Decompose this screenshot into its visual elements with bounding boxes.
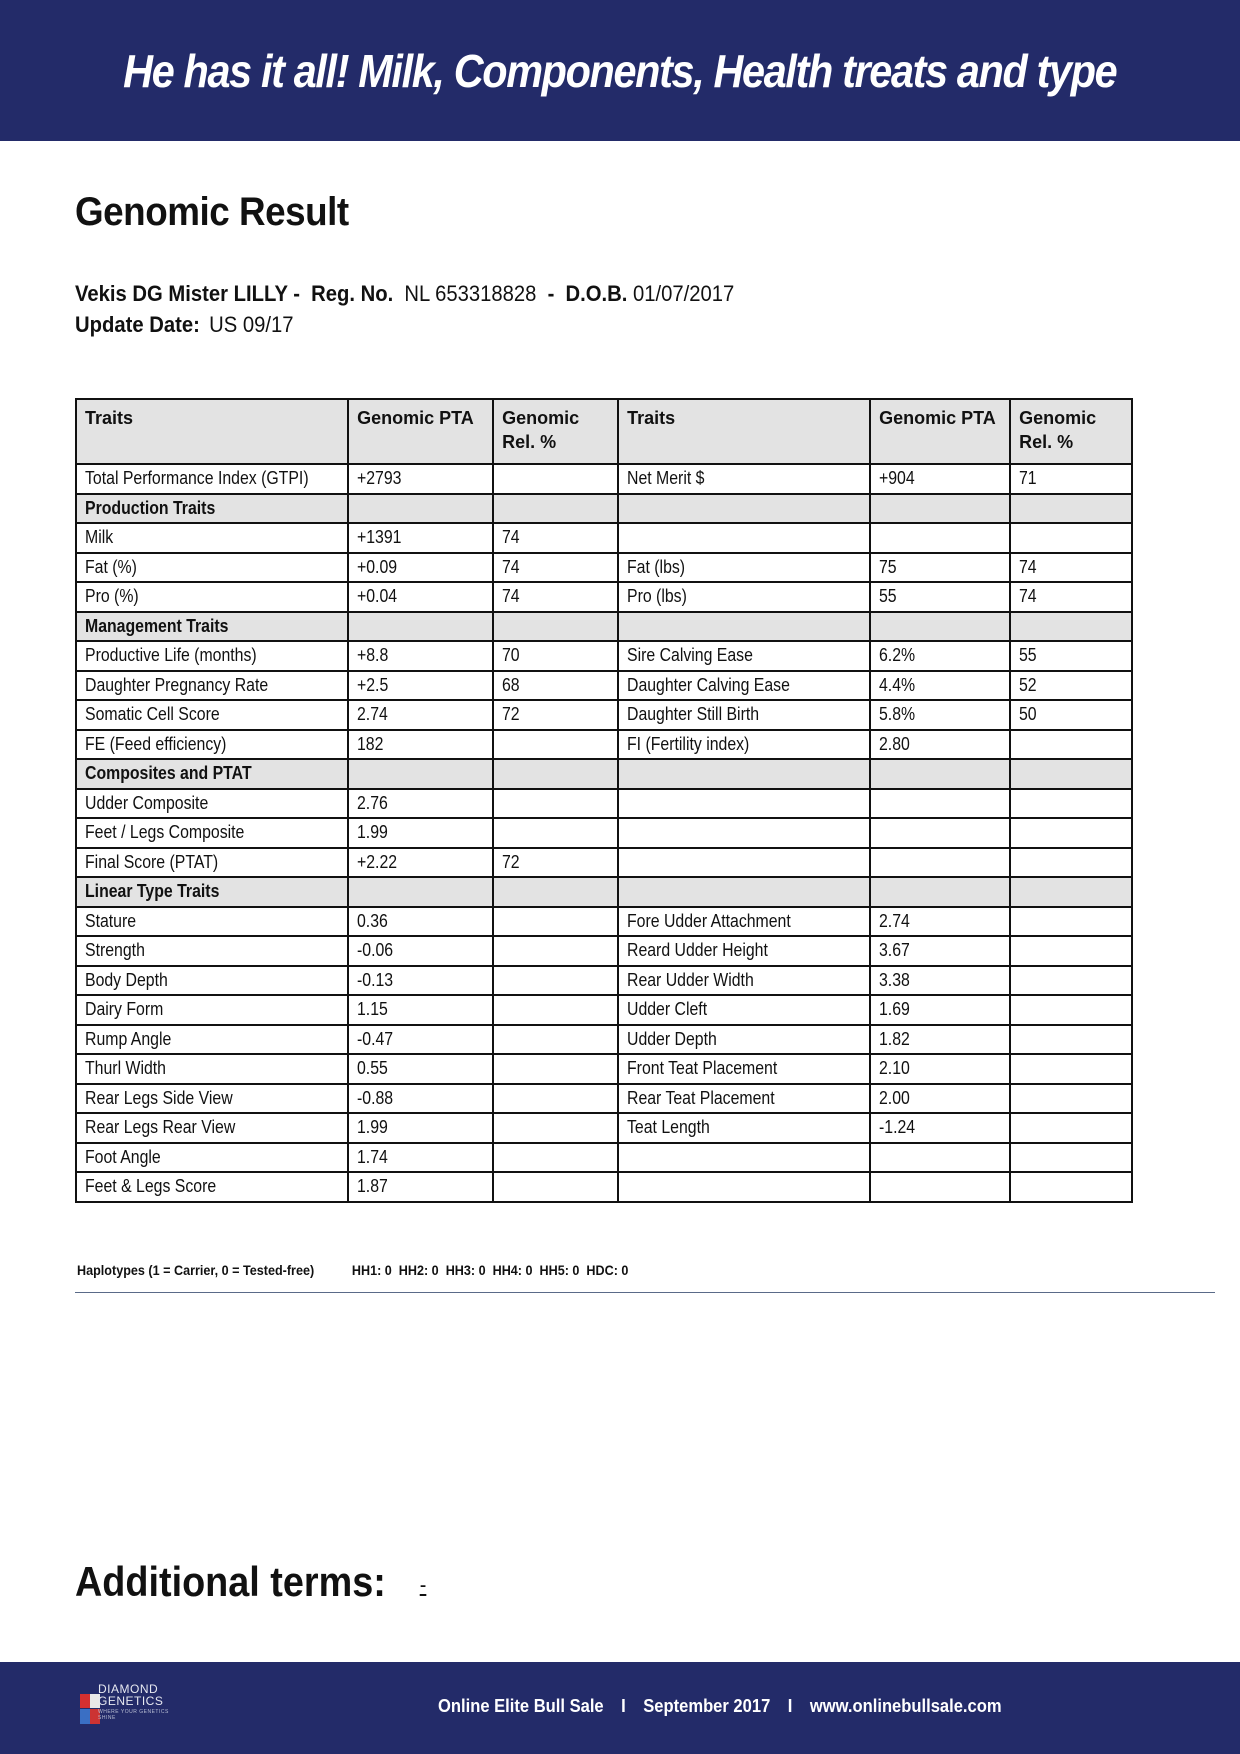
table-cell	[493, 730, 618, 760]
table-cell	[1010, 1172, 1132, 1202]
update-value: US 09/17	[209, 312, 294, 337]
table-cell	[1010, 730, 1132, 760]
table-cell	[618, 877, 870, 907]
table-header-row	[76, 399, 1132, 464]
col-header-genomic-rel-2: Genomic Rel. %	[1010, 399, 1132, 464]
table-cell: Feet & Legs Score	[76, 1172, 348, 1202]
table-cell: +2793	[348, 464, 493, 494]
additional-terms	[75, 1558, 426, 1606]
diamond-logo-icon	[80, 1694, 100, 1724]
table-cell: Daughter Calving Ease	[618, 671, 870, 701]
table-cell: 6.2%	[870, 641, 1010, 671]
table-cell: Thurl Width	[76, 1054, 348, 1084]
table-cell: +0.04	[348, 582, 493, 612]
table-cell: +2.22	[348, 848, 493, 878]
table-cell: 74	[1010, 553, 1132, 583]
website-link[interactable]: www.onlinebullsale.com	[809, 1696, 1002, 1716]
table-cell	[493, 907, 618, 937]
haplotypes-line	[77, 1262, 628, 1278]
table-cell	[493, 759, 618, 789]
table-cell: -0.47	[348, 1025, 493, 1055]
table-cell: 1.99	[348, 818, 493, 848]
table-cell	[1010, 995, 1132, 1025]
col-header-genomic-pta-2: Genomic PTA	[870, 399, 1010, 464]
additional-terms-value: -	[419, 1571, 427, 1597]
dob-label: D.O.B.	[565, 281, 628, 306]
diamond-genetics-logo	[80, 1682, 170, 1732]
table-cell: -1.24	[870, 1113, 1010, 1143]
table-cell: 0.36	[348, 907, 493, 937]
table-cell: Foot Angle	[76, 1143, 348, 1173]
table-cell: 68	[493, 671, 618, 701]
table-cell: Productive Life (months)	[76, 641, 348, 671]
table-cell	[870, 523, 1010, 553]
top-banner	[0, 0, 1240, 141]
table-row	[76, 907, 1132, 937]
table-cell: Strength	[76, 936, 348, 966]
table-cell: 2.74	[348, 700, 493, 730]
table-cell	[1010, 759, 1132, 789]
table-cell	[1010, 818, 1132, 848]
table-cell	[493, 1084, 618, 1114]
table-cell: Pro (lbs)	[618, 582, 870, 612]
table-row	[76, 789, 1132, 819]
table-row	[76, 582, 1132, 612]
table-cell: +1391	[348, 523, 493, 553]
banner-headline: He has it all! Milk, Components, Health treats and type	[123, 44, 1117, 97]
section-title: Production Traits	[76, 494, 348, 524]
table-cell: Fore Udder Attachment	[618, 907, 870, 937]
section-row	[76, 759, 1132, 789]
table-cell: +904	[870, 464, 1010, 494]
table-cell: 3.38	[870, 966, 1010, 996]
section-title: Composites and PTAT	[76, 759, 348, 789]
haplotypes-values: HH1: 0 HH2: 0 HH3: 0 HH4: 0 HH5: 0 HDC: 0	[351, 1262, 629, 1278]
table-row	[76, 818, 1132, 848]
table-cell: 71	[1010, 464, 1132, 494]
table-cell	[493, 877, 618, 907]
table-cell: 52	[1010, 671, 1132, 701]
table-cell	[870, 759, 1010, 789]
col-header-traits: Traits	[76, 399, 348, 464]
table-row	[76, 936, 1132, 966]
table-cell: Total Performance Index (GTPI)	[76, 464, 348, 494]
table-cell	[618, 848, 870, 878]
table-cell	[493, 789, 618, 819]
table-cell: 2.00	[870, 1084, 1010, 1114]
table-cell: Sire Calving Ease	[618, 641, 870, 671]
table-cell	[1010, 612, 1132, 642]
table-cell: +8.8	[348, 641, 493, 671]
table-cell	[348, 877, 493, 907]
table-cell	[1010, 1054, 1132, 1084]
table-cell	[348, 494, 493, 524]
table-cell: FI (Fertility index)	[618, 730, 870, 760]
table-cell: Udder Depth	[618, 1025, 870, 1055]
table-row	[76, 995, 1132, 1025]
section-row	[76, 612, 1132, 642]
table-cell: Udder Composite	[76, 789, 348, 819]
table-cell	[1010, 1084, 1132, 1114]
table-cell	[870, 877, 1010, 907]
table-cell	[493, 1025, 618, 1055]
table-cell	[493, 1113, 618, 1143]
table-cell	[618, 523, 870, 553]
table-cell: Udder Cleft	[618, 995, 870, 1025]
table-cell	[348, 759, 493, 789]
genomic-table	[75, 398, 1133, 1203]
table-cell	[493, 936, 618, 966]
col-header-traits-2: Traits	[618, 399, 870, 464]
table-cell	[493, 966, 618, 996]
logo-line1: DIAMOND	[98, 1682, 159, 1696]
table-row	[76, 1025, 1132, 1055]
table-cell	[1010, 1025, 1132, 1055]
table-cell: Rear Udder Width	[618, 966, 870, 996]
table-row	[76, 1143, 1132, 1173]
bull-info	[75, 278, 734, 340]
haplotypes-label: Haplotypes (1 = Carrier, 0 = Tested-free)	[77, 1262, 315, 1278]
table-cell: Rump Angle	[76, 1025, 348, 1055]
table-cell: 3.67	[870, 936, 1010, 966]
table-cell	[1010, 936, 1132, 966]
divider	[75, 1292, 1215, 1293]
table-cell	[1010, 907, 1132, 937]
section-row	[76, 877, 1132, 907]
section-title: Management Traits	[76, 612, 348, 642]
table-cell: Rear Legs Side View	[76, 1084, 348, 1114]
logo-tagline: WHERE YOUR GENETICS SHINE	[98, 1709, 169, 1721]
table-cell	[618, 1143, 870, 1173]
update-line	[75, 309, 734, 340]
table-cell: Rear Teat Placement	[618, 1084, 870, 1114]
table-cell: Body Depth	[76, 966, 348, 996]
table-cell: Final Score (PTAT)	[76, 848, 348, 878]
reg-value: NL 653318828	[404, 281, 537, 306]
table-cell	[870, 1172, 1010, 1202]
table-cell	[1010, 494, 1132, 524]
sale-name: Online Elite Bull Sale	[438, 1696, 604, 1716]
table-cell	[493, 1054, 618, 1084]
table-cell	[493, 612, 618, 642]
footer-text	[438, 1696, 1002, 1717]
footer-separator: I	[621, 1696, 626, 1716]
table-cell	[493, 464, 618, 494]
footer-separator: I	[787, 1696, 793, 1716]
table-cell: Front Teat Placement	[618, 1054, 870, 1084]
table-cell	[870, 818, 1010, 848]
table-cell: 72	[493, 700, 618, 730]
table-cell: Fat (lbs)	[618, 553, 870, 583]
table-cell: 1.99	[348, 1113, 493, 1143]
table-cell: 74	[1010, 582, 1132, 612]
table-cell: Dairy Form	[76, 995, 348, 1025]
table-cell	[1010, 966, 1132, 996]
dob-value: 01/07/2017	[632, 281, 735, 306]
table-cell: +2.5	[348, 671, 493, 701]
table-row	[76, 1172, 1132, 1202]
table-cell	[618, 759, 870, 789]
table-cell: 74	[493, 582, 618, 612]
table-row	[76, 1113, 1132, 1143]
table-cell: 1.74	[348, 1143, 493, 1173]
table-cell: 55	[870, 582, 1010, 612]
table-cell	[870, 612, 1010, 642]
table-cell: Teat Length	[618, 1113, 870, 1143]
table-cell: FE (Feed efficiency)	[76, 730, 348, 760]
table-cell: 2.80	[870, 730, 1010, 760]
bull-id-line	[75, 278, 734, 309]
table-cell: 1.82	[870, 1025, 1010, 1055]
table-row	[76, 641, 1132, 671]
table-body	[76, 464, 1132, 1202]
table-cell	[493, 1172, 618, 1202]
table-cell	[1010, 877, 1132, 907]
additional-terms-label: Additional terms:	[75, 1558, 386, 1605]
table-cell: Somatic Cell Score	[76, 700, 348, 730]
table-cell	[493, 494, 618, 524]
table-cell: Fat (%)	[76, 553, 348, 583]
table-cell	[870, 494, 1010, 524]
table-cell	[870, 789, 1010, 819]
table-cell	[618, 494, 870, 524]
table-cell: Milk	[76, 523, 348, 553]
table-cell: 55	[1010, 641, 1132, 671]
bull-name: Vekis DG Mister LILLY -	[75, 281, 300, 306]
col-header-genomic-pta: Genomic PTA	[348, 399, 493, 464]
table-cell	[493, 1143, 618, 1173]
table-cell: Daughter Pregnancy Rate	[76, 671, 348, 701]
table-row	[76, 1054, 1132, 1084]
table-row	[76, 553, 1132, 583]
table-cell: -0.13	[348, 966, 493, 996]
table-cell: 4.4%	[870, 671, 1010, 701]
table-cell	[618, 789, 870, 819]
table-cell	[493, 818, 618, 848]
table-cell	[1010, 1113, 1132, 1143]
table-row	[76, 523, 1132, 553]
table-cell	[493, 995, 618, 1025]
table-cell	[1010, 523, 1132, 553]
footer	[0, 1662, 1240, 1754]
table-cell	[618, 612, 870, 642]
table-cell: 2.74	[870, 907, 1010, 937]
reg-label: Reg. No.	[311, 281, 394, 306]
table-cell	[348, 612, 493, 642]
table-cell	[870, 1143, 1010, 1173]
separator: -	[547, 281, 555, 306]
table-cell	[1010, 789, 1132, 819]
table-cell: Stature	[76, 907, 348, 937]
table-cell: 1.87	[348, 1172, 493, 1202]
table-cell: Reard Udder Height	[618, 936, 870, 966]
section-title: Linear Type Traits	[76, 877, 348, 907]
table-cell: 1.69	[870, 995, 1010, 1025]
table-cell: Daughter Still Birth	[618, 700, 870, 730]
table-cell	[870, 848, 1010, 878]
table-cell: 5.8%	[870, 700, 1010, 730]
table-cell: -0.06	[348, 936, 493, 966]
table-cell	[1010, 848, 1132, 878]
table-cell: 2.10	[870, 1054, 1010, 1084]
table-cell: 2.76	[348, 789, 493, 819]
table-row	[76, 966, 1132, 996]
table-cell: Net Merit $	[618, 464, 870, 494]
table-cell: 74	[493, 553, 618, 583]
table-cell: +0.09	[348, 553, 493, 583]
table-cell: 0.55	[348, 1054, 493, 1084]
sale-date: September 2017	[643, 1696, 771, 1716]
section-row	[76, 494, 1132, 524]
logo-line2: GENETICS	[98, 1694, 164, 1708]
table-cell	[1010, 1143, 1132, 1173]
table-cell: 1.15	[348, 995, 493, 1025]
table-row	[76, 730, 1132, 760]
table-cell: 75	[870, 553, 1010, 583]
table-cell: 182	[348, 730, 493, 760]
table-row	[76, 1084, 1132, 1114]
table-cell	[618, 1172, 870, 1202]
update-label: Update Date:	[75, 312, 200, 337]
table-row	[76, 700, 1132, 730]
table-row	[76, 848, 1132, 878]
table-cell: Pro (%)	[76, 582, 348, 612]
table-row	[76, 671, 1132, 701]
table-cell: 70	[493, 641, 618, 671]
table-cell: 50	[1010, 700, 1132, 730]
table-cell: Rear Legs Rear View	[76, 1113, 348, 1143]
col-header-genomic-rel: Genomic Rel. %	[493, 399, 618, 464]
table-cell	[618, 818, 870, 848]
table-cell: 72	[493, 848, 618, 878]
table-cell: 74	[493, 523, 618, 553]
table-cell: Feet / Legs Composite	[76, 818, 348, 848]
page-title: Genomic Result	[75, 190, 349, 234]
table-row	[76, 464, 1132, 494]
table-cell: -0.88	[348, 1084, 493, 1114]
